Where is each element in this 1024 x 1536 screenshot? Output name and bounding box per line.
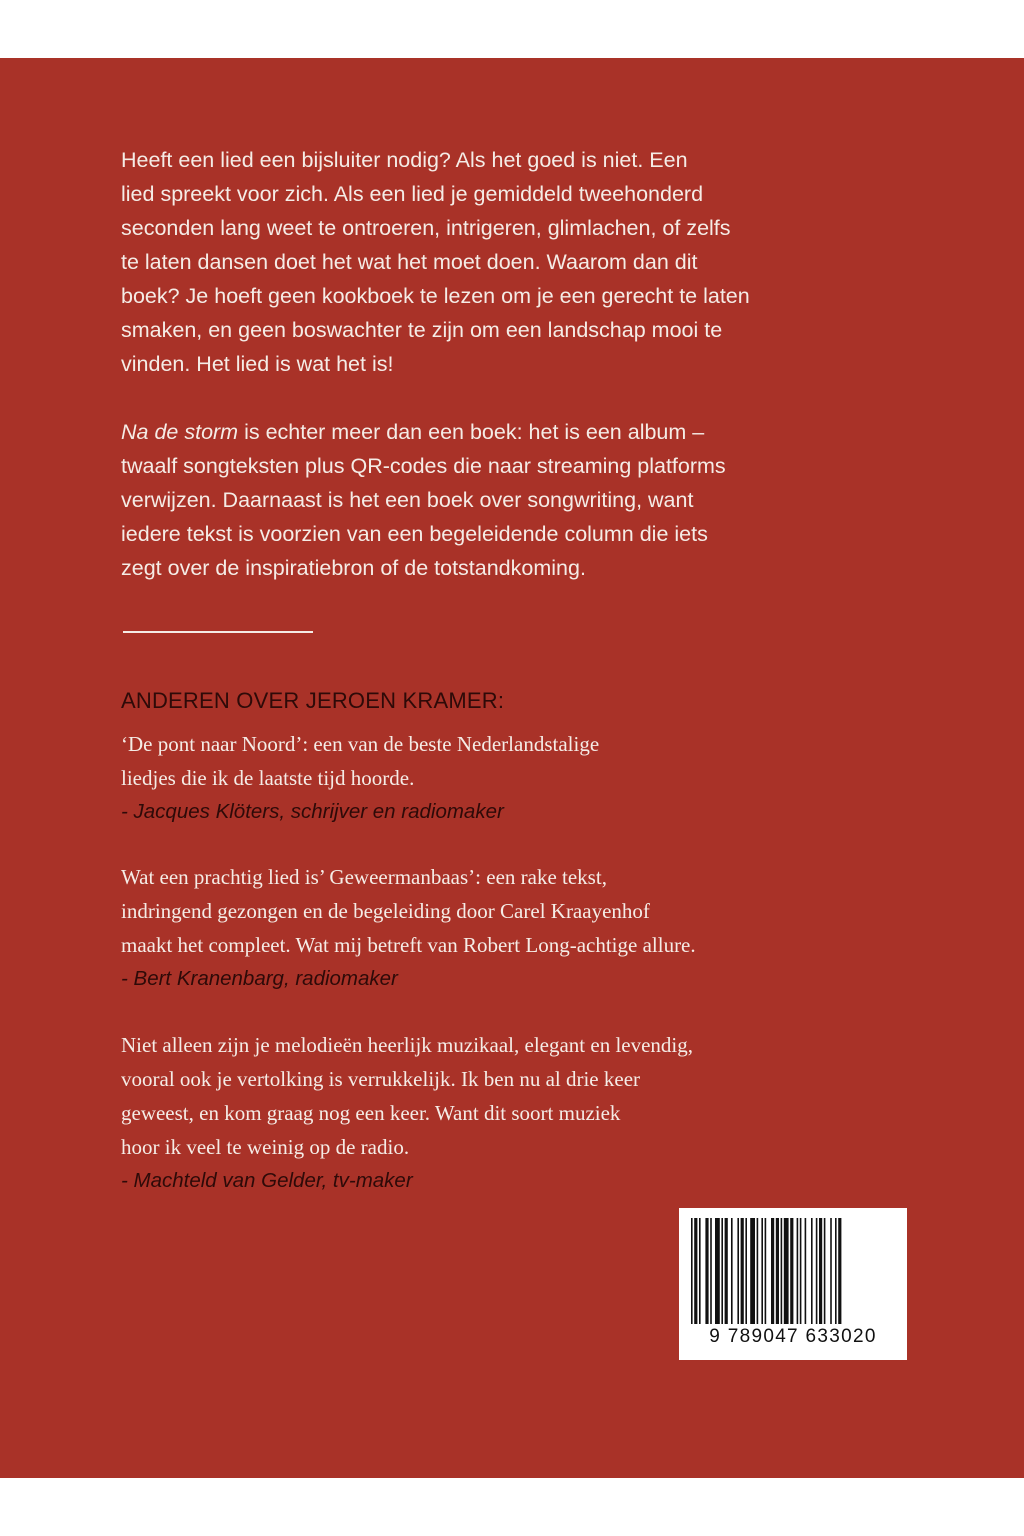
barcode-bar: [725, 1218, 728, 1324]
barcode-bar: [811, 1218, 813, 1324]
barcode-bar: [805, 1218, 807, 1324]
barcode-bar: [797, 1218, 799, 1324]
barcode-bar: [830, 1218, 832, 1324]
barcode-bar: [824, 1218, 826, 1324]
reviews-heading: ANDEREN OVER JEROEN KRAMER:: [121, 688, 505, 713]
barcode-bar: [745, 1218, 747, 1324]
barcode-bar: [731, 1218, 733, 1324]
review-author: - Machteld van Gelder, tv-maker: [121, 1169, 413, 1192]
review: [121, 727, 901, 829]
divider: [123, 631, 313, 633]
barcode-bar: [741, 1218, 744, 1324]
barcode-bar: [776, 1218, 779, 1324]
barcode-bar: [694, 1218, 697, 1324]
barcode-bar: [757, 1218, 759, 1324]
barcode-bar: [819, 1218, 822, 1324]
blurb-line: Heeft een lied een bijsluiter nodig? Als het goed is niet. Een: [121, 148, 688, 172]
barcode-bar: [784, 1218, 789, 1324]
barcode-bar: [710, 1218, 712, 1324]
barcode-bar: [781, 1218, 783, 1324]
isbn-number: 9 789047 633020: [709, 1326, 877, 1347]
blurb-line: [121, 415, 881, 449]
barcode-bar: [835, 1218, 837, 1324]
review: [121, 860, 901, 996]
review-line: Wat een prachtig lied is’ Geweermanbaas’: een rake tekst,: [121, 865, 607, 889]
review-line: ‘De pont naar Noord’: een van de beste Nederlandstalige: [121, 732, 600, 756]
review-author: - Bert Kranenbarg, radiomaker: [121, 967, 398, 990]
review-line: hoor ik veel te weinig op de radio.: [121, 1135, 410, 1159]
review-line: vooral ook je vertolking is verrukkelijk. Ik ben nu al drie keer: [121, 1067, 641, 1091]
blurb-line-rest: is echter meer dan een boek: het is een album –: [238, 420, 705, 444]
review-author: - Jacques Klöters, schrijver en radiomaker: [121, 800, 504, 823]
barcode-bar: [838, 1218, 841, 1324]
blurb: [121, 143, 881, 585]
barcode-bar: [750, 1218, 755, 1324]
barcode-bars: [689, 1218, 897, 1324]
blurb-line: smaken, en geen boswachter te zijn om een landschap mooi te: [121, 318, 723, 342]
barcode-bar: [705, 1218, 708, 1324]
barcode-bar: [771, 1218, 774, 1324]
blurb-line: vinden. Het lied is wat het is!: [121, 352, 394, 376]
barcode-bar: [816, 1218, 818, 1324]
blurb-line: twaalf songteksten plus QR-codes die naar streaming platforms: [121, 454, 726, 478]
review-line: Niet alleen zijn je melodieën heerlijk muzikaal, elegant en levendig,: [121, 1033, 694, 1057]
review-line: maakt het compleet. Wat mij betreft van Robert Long-achtige allure.: [121, 933, 696, 957]
barcode: [679, 1208, 907, 1360]
barcode-bar: [721, 1218, 723, 1324]
blurb-line: seconden lang weet te ontroeren, intrigeren, glimlachen, of zelfs: [121, 216, 731, 240]
barcode-bar: [761, 1218, 763, 1324]
barcode-bar: [699, 1218, 701, 1324]
blurb-line: boek? Je hoeft geen kookboek te lezen om je een gerecht te laten: [121, 284, 750, 308]
review: [121, 1028, 901, 1198]
blurb-line: verwijzen. Daarnaast is het een boek over songwriting, want: [121, 488, 694, 512]
barcode-bar: [800, 1218, 802, 1324]
blurb-line: iedere tekst is voorzien van een begeleidende column die iets: [121, 522, 708, 546]
barcode-bar: [765, 1218, 767, 1324]
blurb-line: zegt over de inspiratiebron of de totstandkoming.: [121, 556, 586, 580]
barcode-bar: [691, 1218, 693, 1324]
barcode-bar: [715, 1218, 720, 1324]
review-line: indringend gezongen en de begeleiding door Carel Kraayenhof: [121, 899, 650, 923]
barcode-bar: [737, 1218, 739, 1324]
blurb-line: te laten dansen doet het wat het moet doen. Waarom dan dit: [121, 250, 698, 274]
book-title: Na de storm: [121, 420, 239, 444]
review-line: geweest, en kom graag nog een keer. Want dit soort muziek: [121, 1101, 621, 1125]
blurb-line: lied spreekt voor zich. Als een lied je gemiddeld tweehonderd: [121, 182, 704, 206]
barcode-bar: [790, 1218, 793, 1324]
review-line: liedjes die ik de laatste tijd hoorde.: [121, 766, 415, 790]
